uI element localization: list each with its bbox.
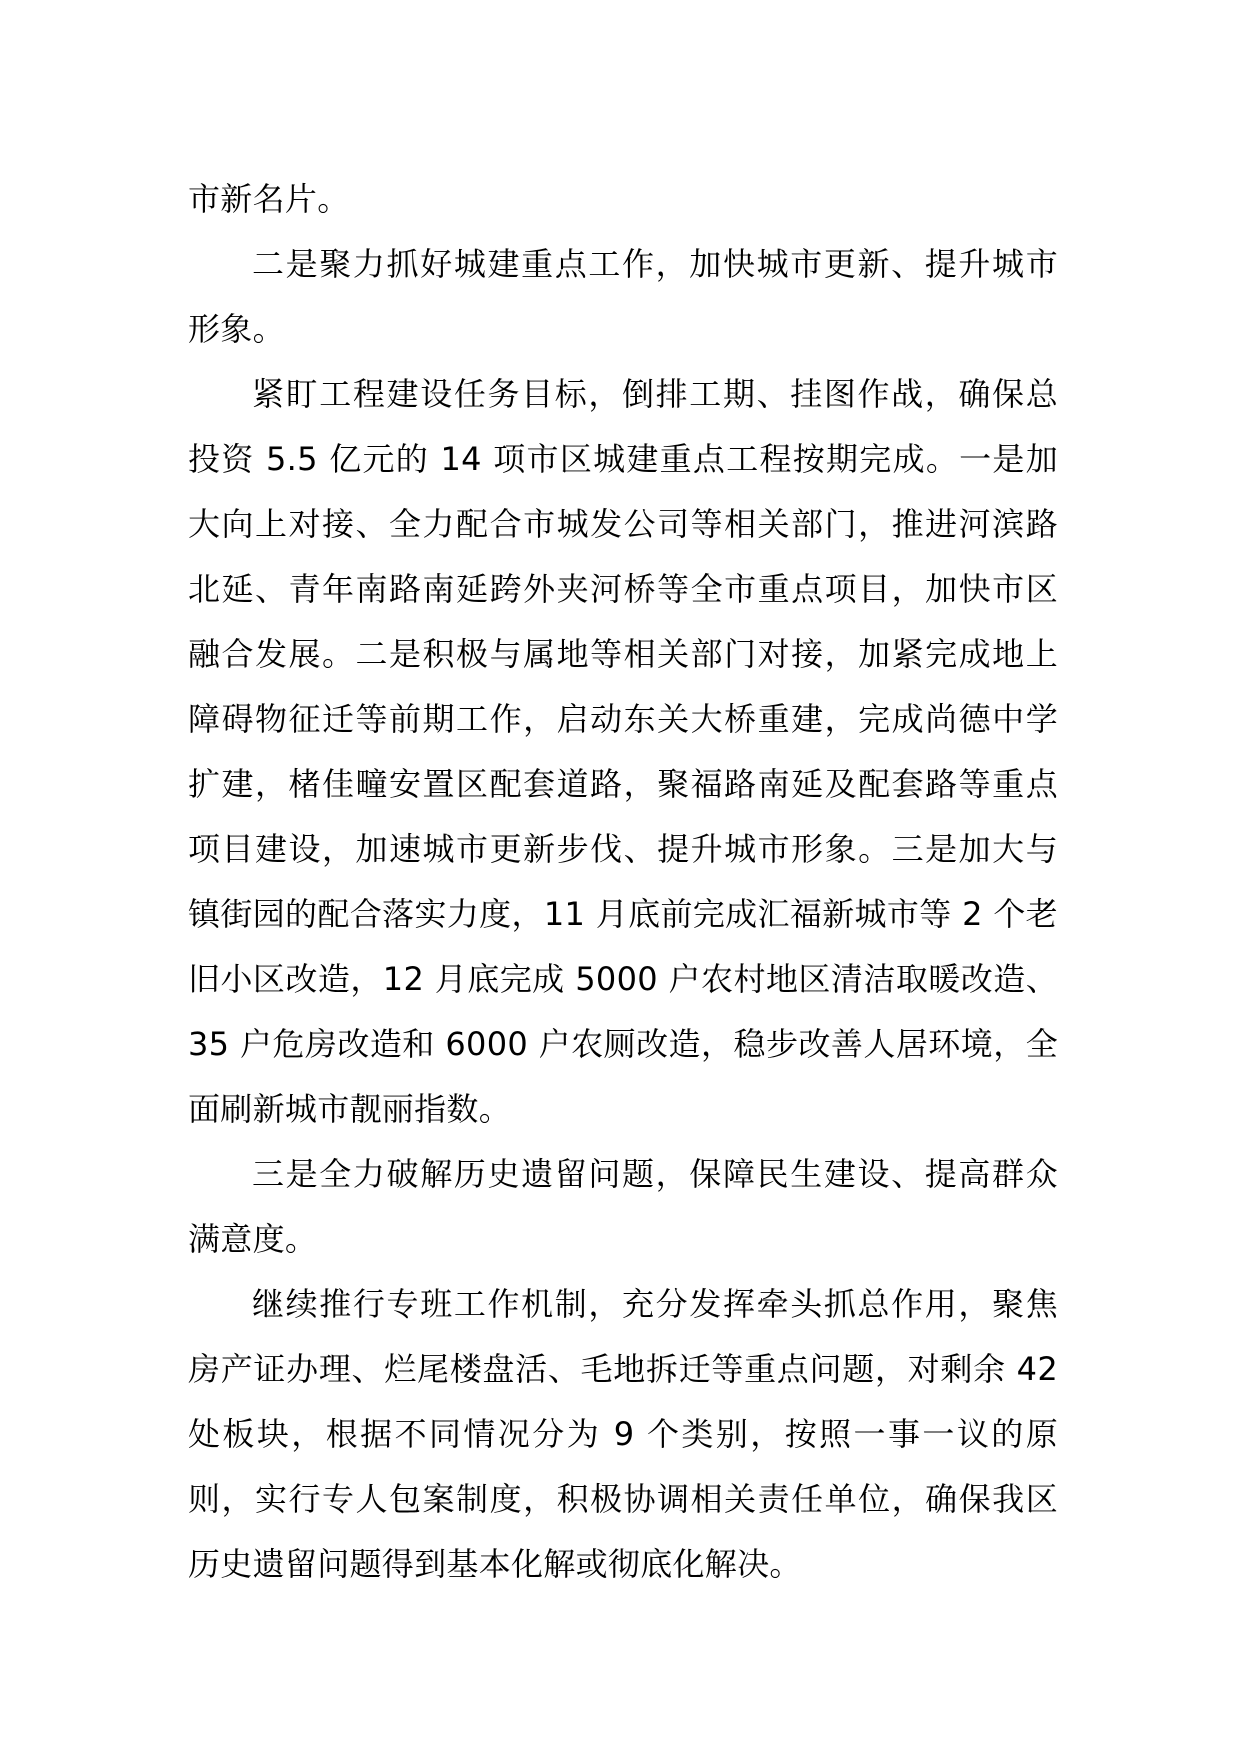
paragraph-body-2: 紧盯工程建设任务目标，倒排工期、挂图作战，确保总投资 5.5 亿元的 14 项市区城建重点工程按期完成。一是加大向上对接、全力配合市城发公司等相关部门，推进河滨路北延、青年南路南延跨外夹河桥等全市重点项目，加快市区融合发展。二是积极与属地等相关部门对接，加紧完成地上障碍物征迁等前期工作，启动东关大桥重建，完成尚德中学扩建，楮佳疃安置区配套道路，聚福路南延及配套路等重点项目建设，加速城市更新步伐、提升城市形象。三是加大与镇街园的配合落实力度，11 月底前完成汇福新城市等 2 个老旧小区改造，12 月底完成 5000 户农村地区清洁取暖改造、35 户危房改造和 6000 户农厕改造，稳步改善人居环境，全面刷新城市靓丽指数。 [188,375,1058,1128]
document-body [188,167,1058,1597]
paragraph-continuation: 市新名片。 [188,180,350,218]
paragraph-heading-3: 三是全力破解历史遗留问题，保障民生建设、提高群众满意度。 [188,1155,1058,1258]
paragraph-heading-2: 二是聚力抓好城建重点工作，加快城市更新、提升城市形象。 [188,245,1058,348]
paragraph-body-3: 继续推行专班工作机制，充分发挥牵头抓总作用，聚焦房产证办理、烂尾楼盘活、毛地拆迁等重点问题，对剩余 42 处板块，根据不同情况分为 9 个类别，按照一事一议的原则，实行专人包案制度，积极协调相关责任单位，确保我区历史遗留问题得到基本化解或彻底化解决。 [188,1285,1058,1583]
